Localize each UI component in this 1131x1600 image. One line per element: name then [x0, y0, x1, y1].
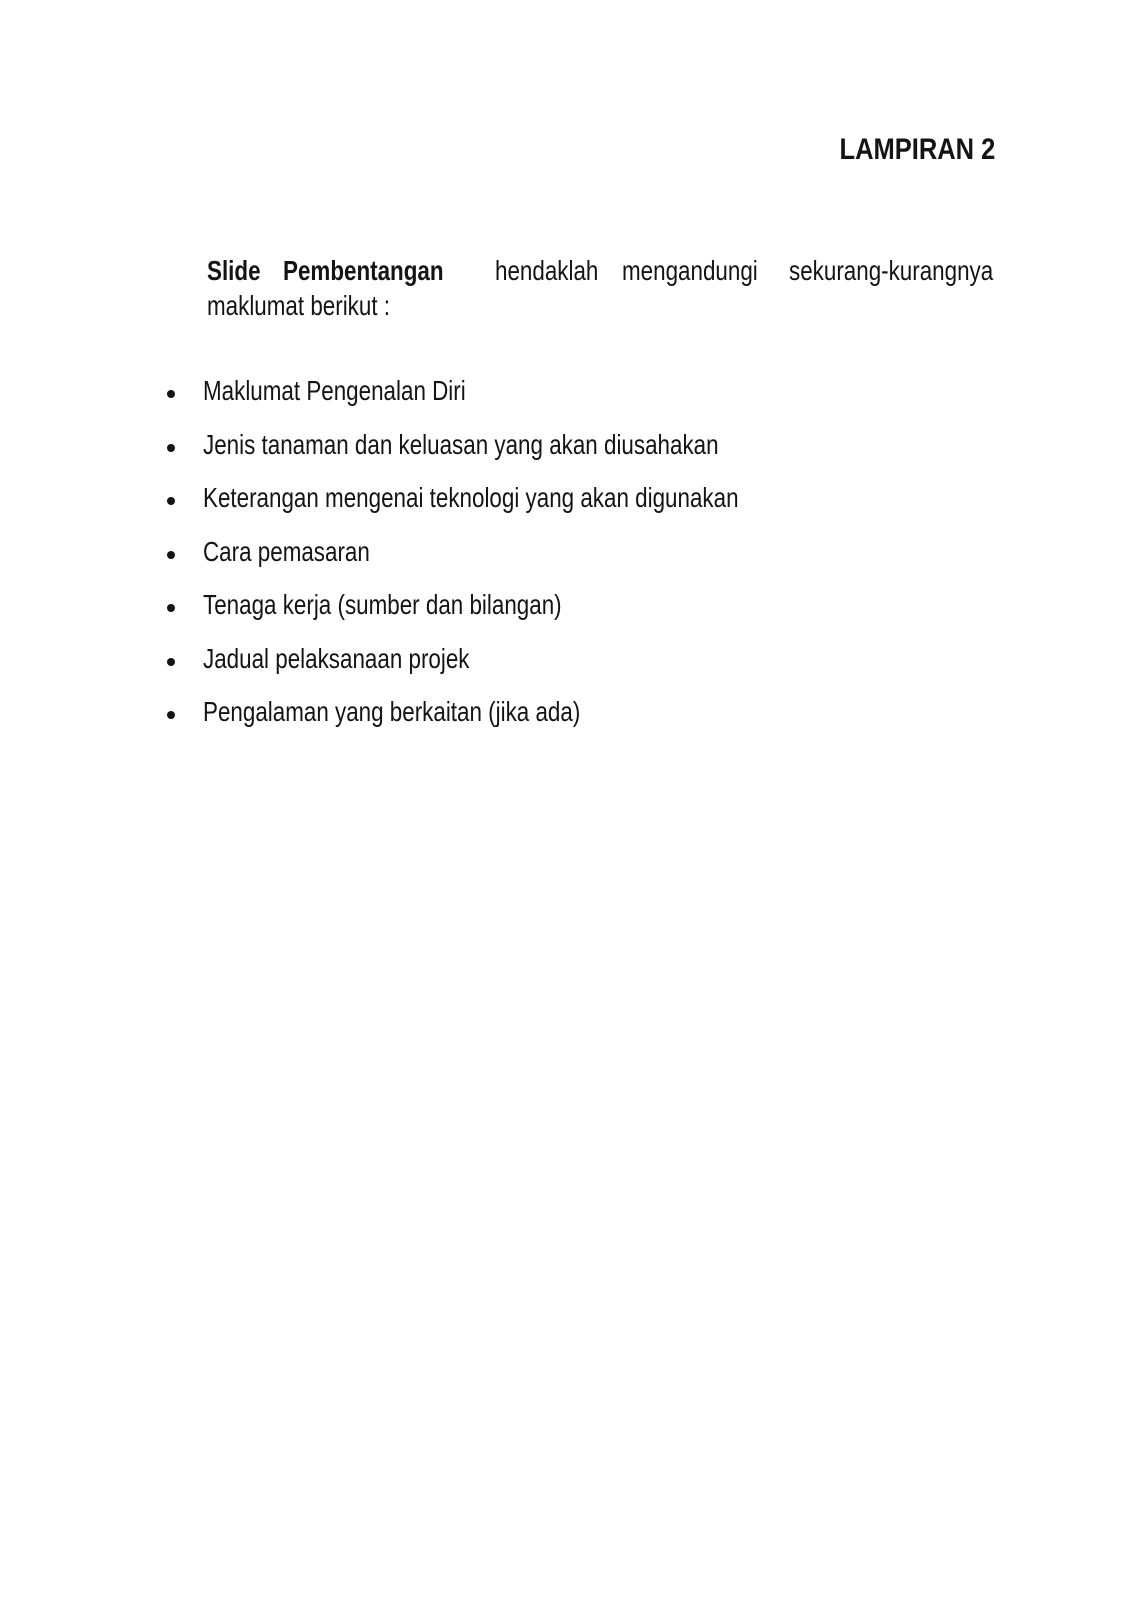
list-item: [0, 538, 1131, 592]
list-item-text: Keterangan mengenai teknologi yang akan digunakan: [203, 482, 739, 513]
list-item: [0, 431, 1131, 485]
bullet-icon: [167, 711, 175, 719]
bullet-icon: [167, 390, 175, 398]
intro-word: mengandungi: [622, 255, 758, 286]
list-item: [0, 645, 1131, 699]
bullet-icon: [167, 658, 175, 666]
list-item: [0, 698, 1131, 752]
list-item-text: Jenis tanaman dan keluasan yang akan diusahakan: [203, 429, 719, 460]
intro-word: hendaklah: [495, 255, 599, 286]
list-item-text: Maklumat Pengenalan Diri: [203, 375, 466, 406]
bullet-icon: [167, 604, 175, 612]
bullet-icon: [167, 497, 175, 505]
bullet-icon: [167, 444, 175, 452]
intro-bold-word: Pembentangan: [283, 255, 444, 286]
list-item-text: Tenaga kerja (sumber dan bilangan): [203, 589, 562, 620]
appendix-heading: [812, 135, 995, 165]
intro-word: sekurang-kurangnya: [789, 255, 994, 286]
appendix-heading-text: LAMPIRAN 2: [839, 133, 995, 166]
intro-line2: maklumat berikut :: [207, 290, 390, 321]
list-item: [0, 591, 1131, 645]
list-item: [0, 377, 1131, 431]
list-item-text: Jadual pelaksanaan projek: [203, 643, 470, 674]
bullet-icon: [167, 551, 175, 559]
list-item-text: Cara pemasaran: [203, 536, 370, 567]
intro-bold-word: Slide: [207, 255, 261, 286]
list-item-text: Pengalaman yang berkaitan (jika ada): [203, 696, 581, 727]
list-item: [0, 484, 1131, 538]
